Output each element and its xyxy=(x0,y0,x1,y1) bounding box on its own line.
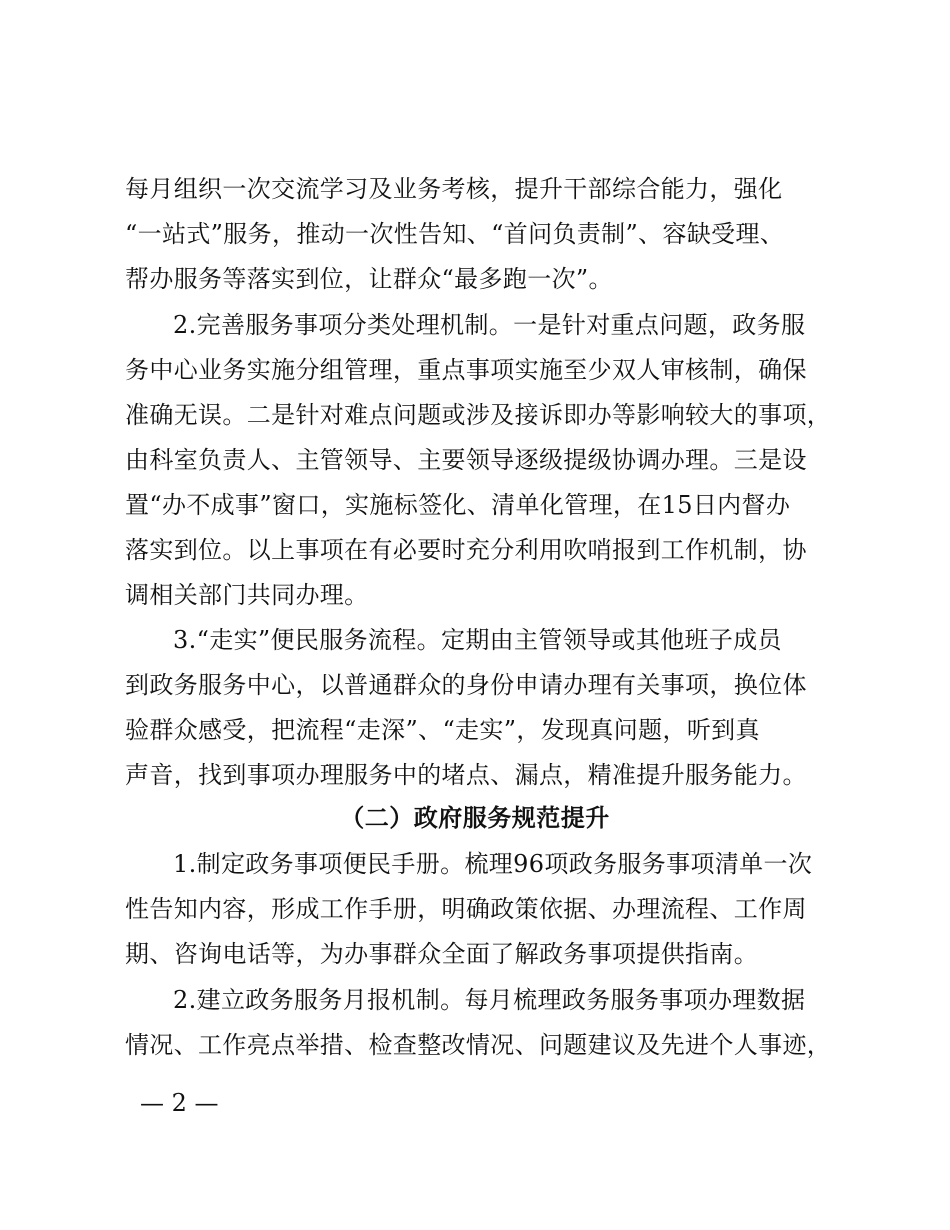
paragraph-line: 2.完善服务事项分类处理机制。一是针对重点问题，政务服 xyxy=(173,311,806,339)
paragraph-line: 到政务服务中心，以普通群众的身份申请办理有关事项，换位体 xyxy=(125,671,807,699)
paragraph-line: 每月组织一次交流学习及业务考核，提升干部综合能力，强化 xyxy=(125,175,783,203)
paragraph-line: 落实到位。以上事项在有必要时充分利用吹哨报到工作机制，协 xyxy=(125,536,807,564)
section-heading: （二）政府服务规范提升 xyxy=(340,803,610,832)
paragraph-line: 2.建立政务服务月报机制。每月梳理政务服务事项办理数据 xyxy=(173,986,806,1014)
paragraph-line: 情况、工作亮点举措、检查整改情况、问题建议及先进个人事迹， xyxy=(125,1031,832,1059)
paragraph-line: 验群众感受，把流程“走深”、“走实”，发现真问题，听到真 xyxy=(125,716,760,744)
paragraph-line: “一站式”服务，推动一次性告知、“首问负责制”、容缺受理、 xyxy=(125,220,785,248)
paragraph-line: 3.“走实”便民服务流程。定期由主管领导或其他班子成员 xyxy=(173,626,782,654)
paragraph-line: 帮办服务等落实到位，让群众“最多跑一次”。 xyxy=(125,265,613,293)
paragraph-line: 务中心业务实施分组管理，重点事项实施至少双人审核制，确保 xyxy=(125,356,807,384)
paragraph-line: 期、咨询电话等，为办事群众全面了解政务事项提供指南。 xyxy=(125,940,759,968)
paragraph-line: 置“办不成事”窗口，实施标签化、清单化管理，在15日内督办 xyxy=(125,491,791,519)
paragraph-line: 性告知内容，形成工作手册，明确政策依据、办理流程、工作周 xyxy=(125,895,807,923)
page-number: — 2 — xyxy=(140,1089,219,1117)
paragraph-line: 声音，找到事项办理服务中的堵点、漏点，精准提升服务能力。 xyxy=(125,761,807,789)
paragraph-line: 1.制定政务事项便民手册。梳理96项政务服务事项清单一次 xyxy=(173,850,813,878)
paragraph-line: 调相关部门共同办理。 xyxy=(125,581,369,609)
paragraph-line: 由科室负责人、主管领导、主要领导逐级提级协调办理。三是设 xyxy=(125,446,807,474)
paragraph-line: 准确无误。二是针对难点问题或涉及接诉即办等影响较大的事项， xyxy=(125,401,832,429)
